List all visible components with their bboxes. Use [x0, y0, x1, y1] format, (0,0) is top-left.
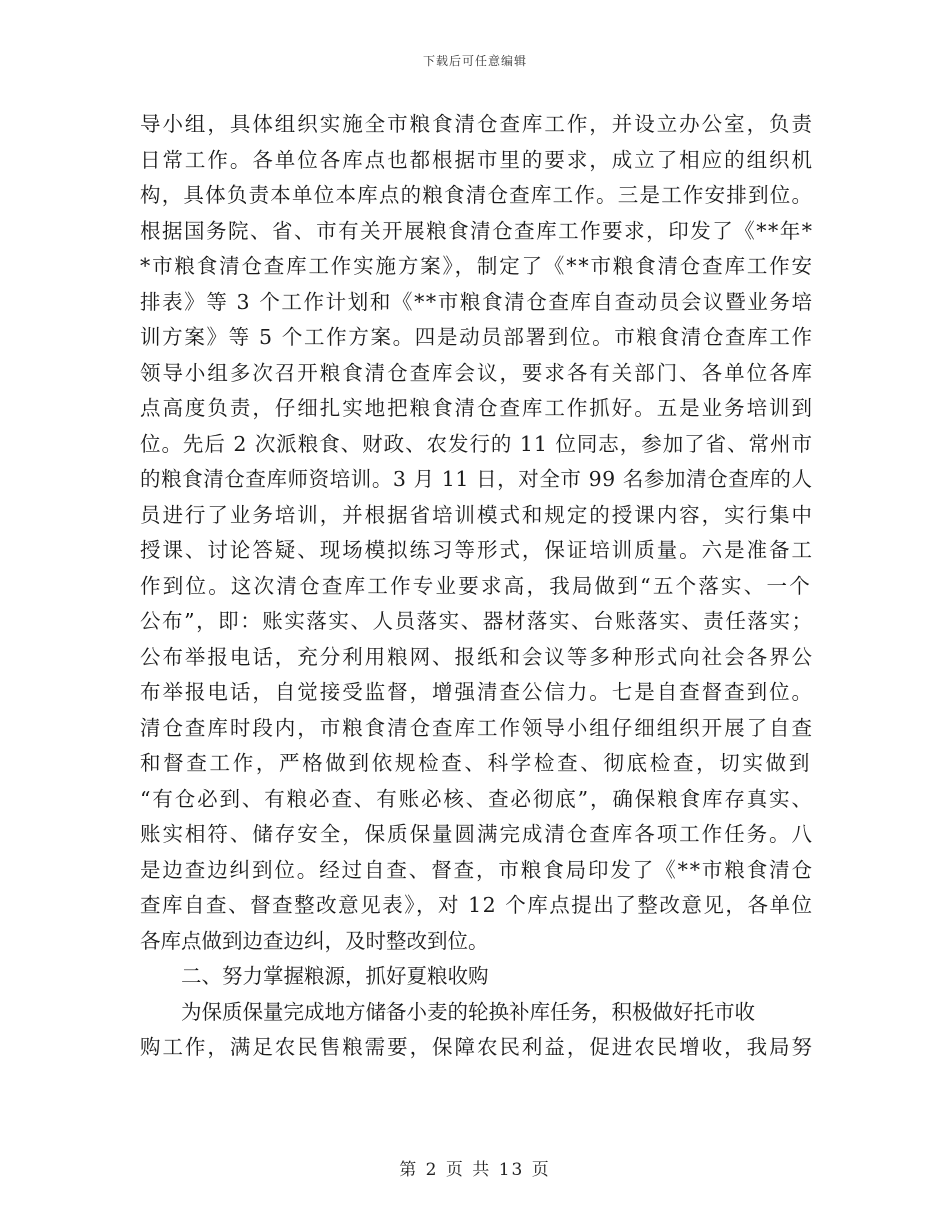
text-line	[140, 285, 812, 321]
text-line	[140, 782, 812, 818]
text-line	[140, 924, 812, 960]
text-line-content: 作到位。这次清仓查库工作专业要求高，我局做到“五个落实、一个	[140, 573, 812, 598]
page-header-note: 下载后可任意编辑	[422, 54, 527, 68]
text-line-content: 公布”，即：账实落实、人员落实、器材落实、台账落实、责任落实；	[140, 609, 814, 633]
text-line-content: 导小组，具体组织实施全市粮食清仓查库工作，并设立办公室，负责	[140, 112, 814, 136]
text-line-content: 根据国务院、省、市有关开展粮食清仓查库工作要求，印发了《**年*	[140, 218, 814, 243]
text-line-content: 构，具体负责本单位本库点的粮食清仓查库工作。三是工作安排到位。	[140, 183, 814, 207]
text-line	[140, 249, 812, 285]
text-line-content: 布举报电话，自觉接受监督，增强清查公信力。七是自查督查到位。	[140, 680, 814, 704]
page-number-footer: 第 2 页 共 13 页	[399, 1160, 551, 1180]
text-line	[140, 320, 812, 356]
text-line	[140, 107, 812, 143]
text-line	[140, 711, 812, 747]
text-line-content: 授课、讨论答疑、现场模拟练习等形式，保证培训质量。六是准备工	[140, 538, 814, 562]
text-line	[140, 214, 812, 250]
text-line	[140, 1030, 812, 1066]
text-line	[140, 143, 812, 179]
text-line-content: 日常工作。各单位各库点也都根据市里的要求，成立了相应的组织机	[140, 147, 814, 172]
text-line	[140, 462, 812, 498]
text-line	[140, 746, 812, 782]
text-line	[140, 533, 812, 569]
text-line-content: *市粮食清仓查库工作实施方案》，制定了《**市粮食清仓查库工作安	[140, 254, 814, 278]
text-line-content: 二、努力掌握粮源，抓好夏粮收购	[181, 964, 489, 988]
text-line	[140, 604, 812, 640]
document-body	[140, 107, 812, 1066]
text-line	[140, 178, 812, 214]
text-line-content: 账实相符、储存安全，保质保量圆满完成清仓查库各项工作任务。八	[140, 822, 814, 846]
text-line	[140, 817, 812, 853]
text-line-content: 清仓查库时段内，市粮食清仓查库工作领导小组仔细组织开展了自查	[140, 715, 814, 740]
text-line-content: 购工作，满足农民售粮需要，保障农民利益，促进农民增收，我局努	[140, 1035, 814, 1059]
text-line	[140, 888, 812, 924]
text-line	[140, 427, 812, 463]
text-line-content: 领导小组多次召开粮食清仓查库会议，要求各有关部门、各单位各库	[140, 360, 814, 385]
text-line	[140, 640, 812, 676]
text-line-content: 公布举报电话，充分利用粮网、报纸和会议等多种形式向社会各界公	[140, 644, 814, 669]
section-heading	[140, 959, 812, 995]
text-line	[140, 995, 812, 1031]
text-line	[140, 569, 812, 605]
text-line	[140, 498, 812, 534]
text-line-content: “有仓必到、有粮必查、有账必核、查必彻底”，确保粮食库存真实、	[140, 786, 814, 811]
text-line	[140, 391, 812, 427]
text-line-content: 查库自查、督查整改意见表》，对 12 个库点提出了整改意见，各单位	[140, 893, 814, 917]
text-line-content: 各库点做到边查边纠，及时整改到位。	[140, 928, 489, 953]
text-line-content: 为保质保量完成地方储备小麦的轮换补库任务，积极做好托市收	[181, 999, 755, 1024]
text-line	[140, 356, 812, 392]
text-line-content: 和督查工作，严格做到依规检查、科学检查、彻底检查，切实做到	[140, 751, 812, 775]
text-line	[140, 853, 812, 889]
text-line-content: 是边查边纠到位。经过自查、督查，市粮食局印发了《**市粮食清仓	[140, 857, 814, 882]
text-line-content: 员进行了业务培训，并根据省培训模式和规定的授课内容，实行集中	[140, 502, 814, 527]
text-line-content: 位。先后 2 次派粮食、财政、农发行的 11 位同志，参加了省、常州市	[140, 431, 813, 456]
text-line-content: 排表》等 3 个工作计划和《**市粮食清仓查库自查动员会议暨业务培	[140, 289, 814, 314]
text-line-content: 点高度负责，仔细扎实地把粮食清仓查库工作抓好。五是业务培训到	[140, 396, 814, 420]
text-line	[140, 675, 812, 711]
text-line-content: 训方案》等 5 个工作方案。四是动员部署到位。市粮食清仓查库工作	[140, 325, 814, 349]
text-line-content: 的粮食清仓查库师资培训。3 月 11 日，对全市 99 名参加清仓查库的人	[140, 467, 813, 491]
